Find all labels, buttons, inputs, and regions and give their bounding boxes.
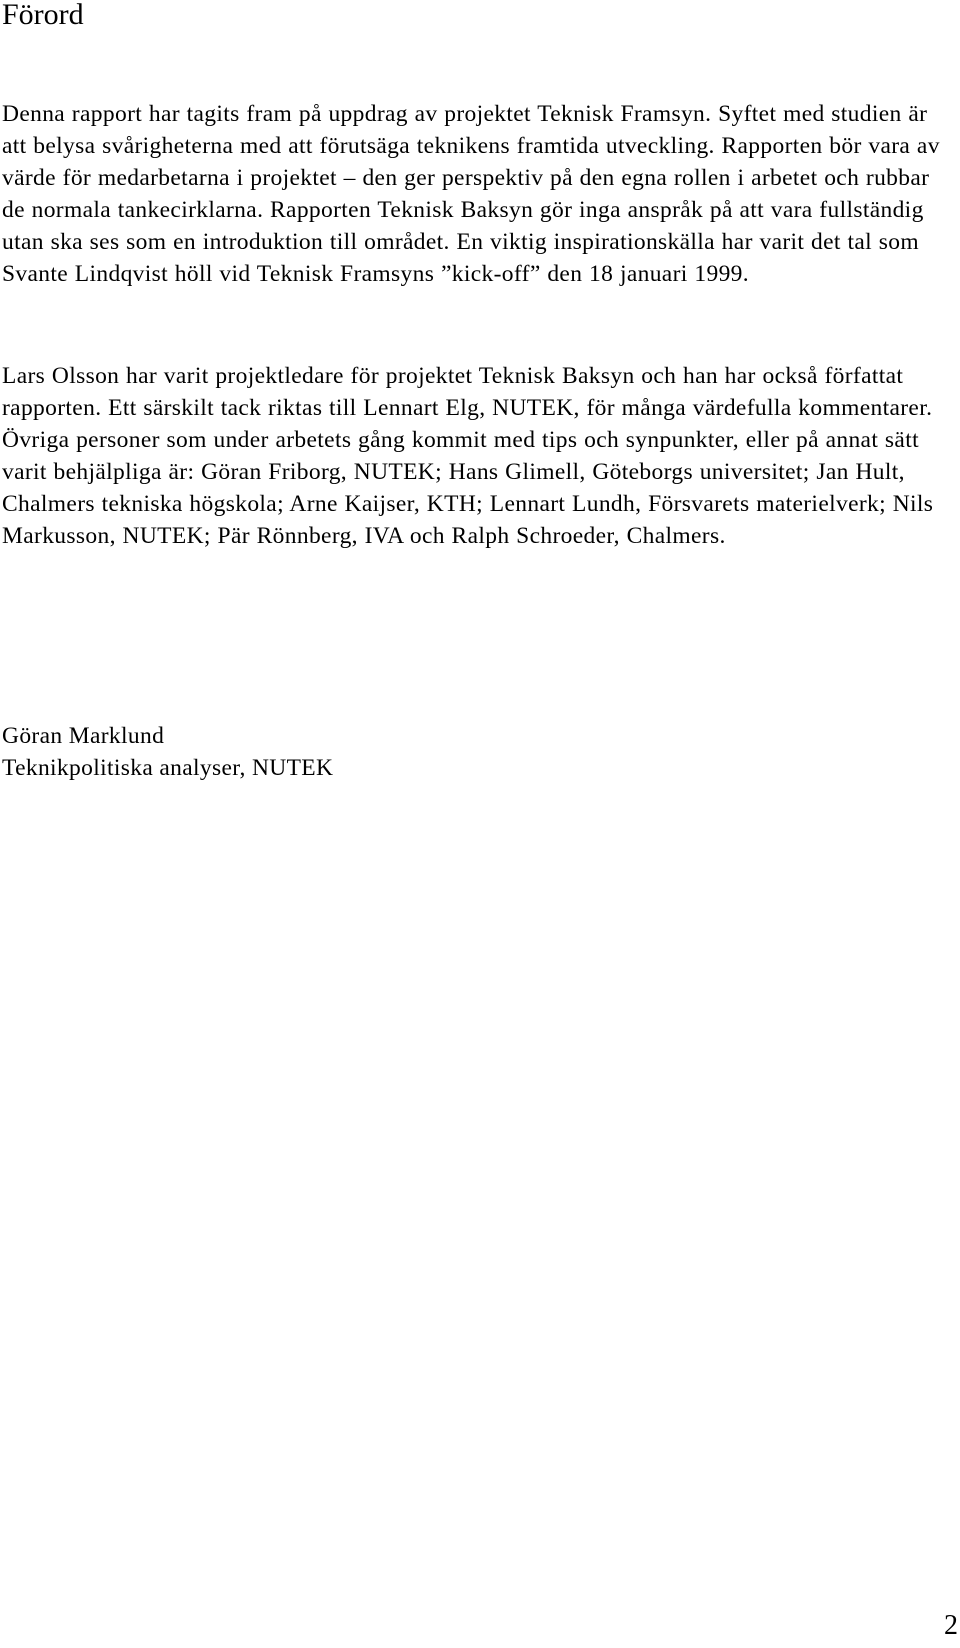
signature-affiliation: Teknikpolitiska analyser, NUTEK	[2, 755, 334, 781]
intro-paragraph: Denna rapport har tagits fram på uppdrag av projektet Teknisk Framsyn. Syftet med studien är att belysa svårigheterna med att förutsäga teknikens framtida utveckling. Rapporten bör vara av värde för medarbetarna i projektet – den ger perspektiv på den egna rollen i arbetet och rubbar de normala tankecirklarna. Rapporten Teknisk Baksyn gör inga anspråk på att vara fullständig utan ska ses som en introduktion till området. En viktig inspirationskälla har varit det tal som Svante Lindqvist höll vid Teknisk Framsyns ”kick-off” den 18 januari 1999.	[2, 101, 940, 287]
signature-block	[2, 720, 333, 784]
signature-name: Göran Marklund	[2, 723, 165, 749]
acknowledgements-paragraph: Lars Olsson har varit projektledare för projektet Teknisk Baksyn och han har också författat rapporten. Ett särskilt tack riktas till Lennart Elg, NUTEK, för många värdefulla kommentarer. Övriga personer som under arbetets gång kommit med tips och synpunkter, eller på annat sätt varit behjälpliga är: Göran Friborg, NUTEK; Hans Glimell, Göteborgs universitet; Jan Hult, Chalmers tekniska högskola; Arne Kaijser, KTH; Lennart Lundh, Försvarets materielverk; Nils Markusson, NUTEK; Pär Rönnberg, IVA och Ralph Schroeder, Chalmers.	[2, 363, 934, 549]
page-title: Förord	[2, 0, 84, 31]
page-number: 2	[944, 1610, 958, 1641]
